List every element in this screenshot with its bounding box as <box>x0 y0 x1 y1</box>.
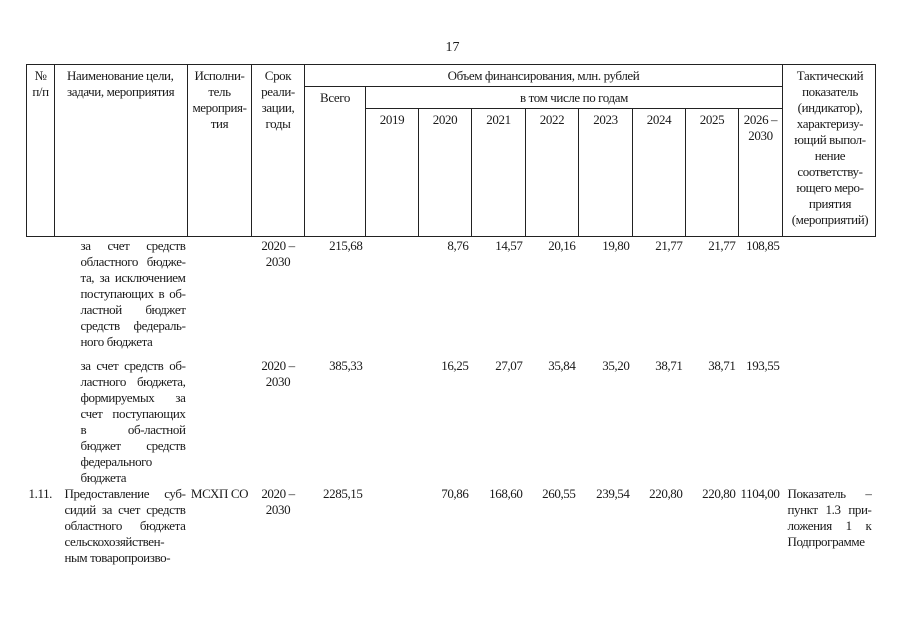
row-term: 2020 – 2030 <box>261 485 295 517</box>
row-value: 27,07 <box>495 357 523 373</box>
col-header-by-years: в том числе по годам <box>366 87 783 109</box>
row-value: 19,80 <box>602 238 630 253</box>
row-executor <box>188 237 252 358</box>
row-value: 108,85 <box>746 238 780 253</box>
row-value: 220,80 <box>649 485 683 501</box>
table-row <box>27 237 876 358</box>
funding-table <box>26 64 876 576</box>
row-name: за счет средств областного бюдже-та, за исключением поступающих в об-ластной бюджет средств федераль-ного бюджета <box>80 238 186 349</box>
row-number <box>27 237 55 358</box>
row-value: 38,71 <box>655 357 683 373</box>
row-name: за счет средств об-ластного бюджета, формируемых за счет поступающих в об-ластной бюджет средств федерального бюджета <box>80 357 186 485</box>
row-term: 2020 – 2030 <box>261 238 295 269</box>
row-value <box>366 237 419 358</box>
row-value <box>366 486 419 576</box>
row-value: 239,54 <box>596 485 630 501</box>
row-value <box>366 358 419 486</box>
page-number: 17 <box>445 40 460 55</box>
row-value: 38,71 <box>708 357 736 373</box>
row-total: 2285,15 <box>323 485 363 501</box>
row-value: 21,77 <box>655 238 683 253</box>
table-row <box>27 358 876 486</box>
col-header-year: 2025 <box>686 109 739 237</box>
row-number: 1.11. <box>28 485 53 501</box>
col-header-year: 2023 <box>579 109 633 237</box>
row-executor <box>188 358 252 486</box>
row-term: 2020 – 2030 <box>261 357 295 389</box>
row-value: 8,76 <box>447 238 469 253</box>
col-header-total: Всего <box>305 87 366 237</box>
col-header-year: 2019 <box>366 109 419 237</box>
row-number <box>27 358 55 486</box>
col-header-year: 2022 <box>526 109 579 237</box>
row-value: 193,55 <box>746 357 780 373</box>
row-value: 220,80 <box>702 485 736 501</box>
col-header-term: Срок реали-зации, годы <box>252 65 305 237</box>
row-value: 168,60 <box>489 485 523 501</box>
row-total: 215,68 <box>329 238 363 253</box>
row-value: 260,55 <box>542 485 576 501</box>
col-header-executor: Исполни-тель мероприя-тия <box>188 65 252 237</box>
row-value: 1104,00 <box>740 485 780 501</box>
row-value: 70,86 <box>441 485 469 501</box>
row-value: 16,25 <box>441 357 469 373</box>
row-value: 35,84 <box>548 357 576 373</box>
row-value: 21,77 <box>708 238 736 253</box>
col-header-number: № п/п <box>27 65 55 237</box>
col-header-year: 2024 <box>633 109 686 237</box>
row-value: 14,57 <box>495 238 523 253</box>
col-header-year: 2020 <box>419 109 472 237</box>
table-row <box>27 486 876 576</box>
col-header-year: 2026 – 2030 <box>739 109 783 237</box>
row-value: 35,20 <box>602 357 630 373</box>
row-executor: МСХП СО <box>190 485 249 501</box>
row-indicator <box>782 237 875 358</box>
col-header-funding: Объем финансирования, млн. рублей <box>305 65 783 87</box>
row-total: 385,33 <box>329 357 363 373</box>
row-indicator <box>782 358 875 486</box>
row-value: 20,16 <box>548 238 576 253</box>
row-indicator: Показатель – пункт 1.3 при-ложения 1 к Подпрограмме <box>787 485 872 549</box>
col-header-indicator: Тактический показатель (индикатор), характеризу-ющий выпол-нение соответству-ющего меро-приятия (мероприятий) <box>782 65 875 237</box>
col-header-name: Наименование цели, задачи, мероприятия <box>55 65 188 237</box>
row-name: Предоставление суб-сидий за счет средств областного бюджета сельскохозяйствен-ным товаропроизво- <box>64 485 186 565</box>
col-header-year: 2021 <box>472 109 526 237</box>
